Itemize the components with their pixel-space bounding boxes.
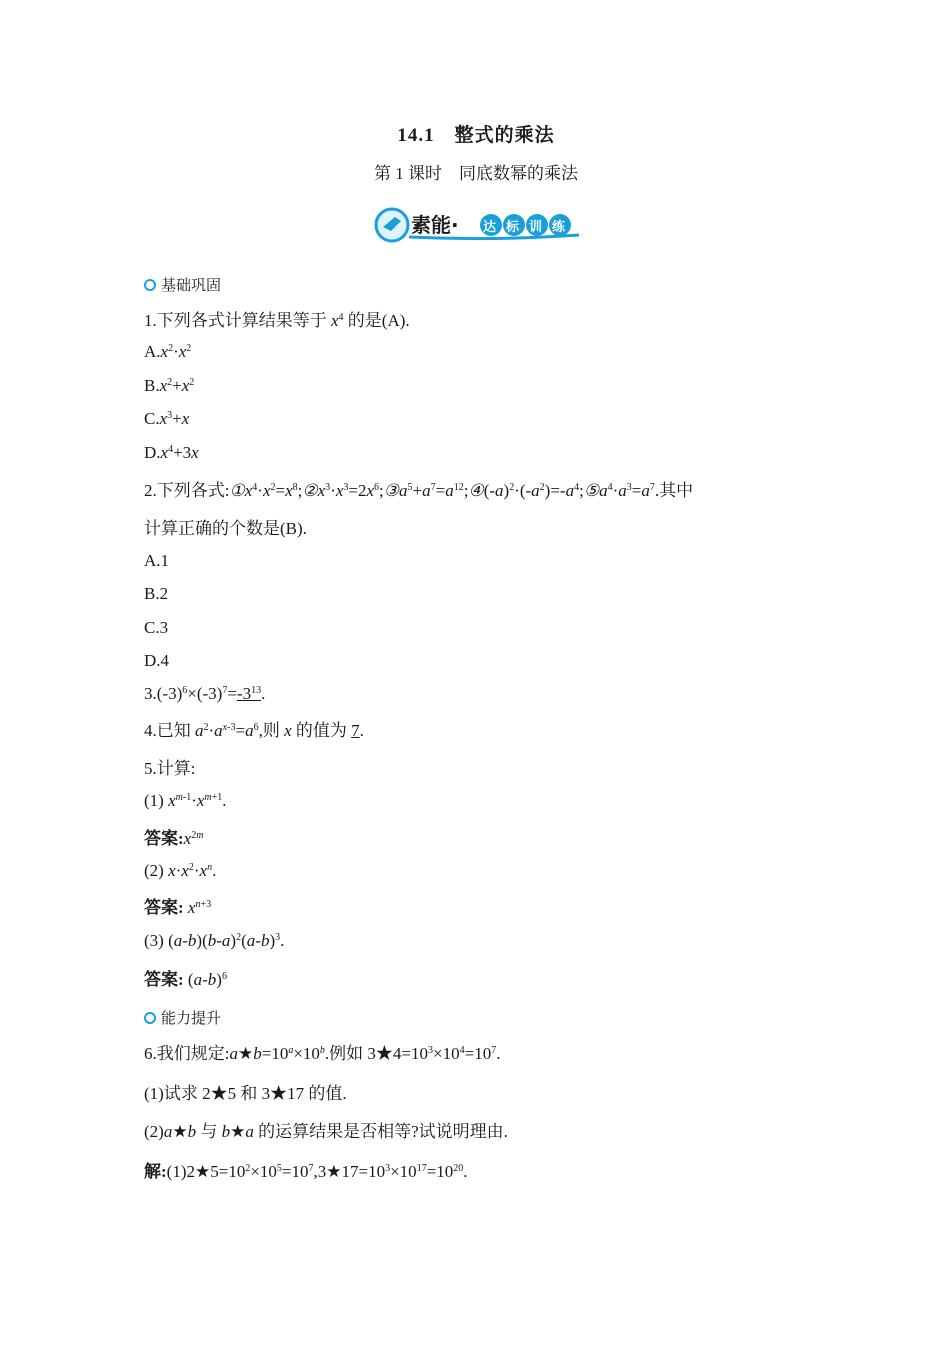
q5-answer1: 答案$:x^{2m}$ [144, 829, 204, 848]
q6-sub1: (1)试求 2★5 和 3★17 的值. [144, 1084, 347, 1103]
q6-stem-prefix: 6.我们规定: [144, 1044, 230, 1063]
q4-prefix: 4.已知 [144, 721, 195, 740]
q1-option-d: $D.x^4+3x$ [144, 443, 199, 462]
circle-bullet-icon [144, 279, 156, 291]
q1-option-a: $A.x^2\cdot x^2$ [144, 342, 192, 361]
q1-option-c-label: C. [144, 409, 160, 428]
q2-circled-5: ⑤ [583, 481, 600, 500]
q3-stem: $3.(-3)^6\times(-3)^7=-3^{13}$. [144, 684, 266, 703]
q6-sub2-mid: 与 [196, 1122, 222, 1141]
banner-char-2: 标 [506, 220, 520, 235]
banner-char-4: 练 [552, 220, 566, 235]
q3-answer-base: -3 [236, 684, 252, 703]
q5-part2-label: (2) [144, 861, 169, 880]
q4-suffix: 的值为 [291, 721, 352, 740]
q6-solution: 解$:(1)2★5=10^2\times 10^5=10^7,3★17=10^3\times 10^{17}=10^{20}$. [144, 1162, 468, 1181]
q2-option-d: D.4 [144, 651, 170, 670]
q1-option-b-label: B. [144, 376, 160, 395]
q5-answer3: 答案: $(a-b)^6$ [144, 970, 227, 989]
q3-prefix: 3.(-3) [144, 684, 183, 703]
section-banner [373, 203, 579, 245]
circle-bullet-icon [144, 1012, 156, 1024]
q1-stem-prefix: 1.下列各式计算结果等于 [144, 311, 331, 330]
page-title: 14.1 整式的乘法 [397, 125, 555, 146]
q2-tail: .其中 [654, 481, 694, 500]
q4-stem: 4.已知 $a^2\cdot a^{x-3}=a^6$,则 x 的值为 7. [144, 721, 364, 740]
q6-solution-label: 解: [144, 1162, 167, 1181]
q2-option-a: A.1 [144, 551, 170, 570]
section-basic-label: 基础巩固 [161, 276, 222, 294]
q5-part2: (2) $x\cdot x^2\cdot x^n$. [144, 861, 217, 880]
q1-option-a-label: A. [144, 342, 161, 361]
q2-prefix: 2.下列各式: [144, 481, 230, 500]
q2-circled-4: ④ [468, 481, 484, 500]
q2-option-b: B.2 [144, 584, 169, 603]
q1-option-c: $C.x^3+x$ [144, 409, 190, 428]
q1-option-d-label: D. [144, 443, 161, 462]
q2-line2: 计算正确的个数是(B). [144, 519, 307, 538]
q1-option-b: $B.x^2+x^2$ [144, 376, 195, 395]
q6-sub2: (2)a★b 与 b★a 的运算结果是否相等?试说明理由. [144, 1122, 508, 1141]
q2-circled-1: ① [229, 481, 245, 500]
q1-stem: 1.下列各式计算结果等于 $x^4$ 的是(A). [144, 311, 410, 330]
q1-stem-suffix: 的是(A). [343, 311, 410, 330]
q5-answer2: 答案: $x^{n+3}$ [144, 898, 212, 917]
section-advanced-label: 能力提升 [161, 1009, 222, 1027]
section-basic-heading [144, 274, 221, 295]
q5-answer3-label: 答案: [144, 970, 184, 989]
q6-sub2-suffix: 的运算结果是否相等?试说明理由. [253, 1122, 508, 1141]
q2-circled-3: ③ [383, 481, 400, 500]
q2-option-c: C.3 [144, 618, 169, 637]
q4-middle: ,则 [258, 721, 285, 740]
banner-graphic [373, 203, 579, 245]
section-advanced-heading [144, 1007, 221, 1028]
banner-char-1: 达 [483, 220, 497, 235]
q6-stem: 6.我们规定$:a★b=10^a\times 10^b$.例如 $3★4=10^3\times 10^4=10^7$. [144, 1044, 501, 1063]
q6-solution-text: (1)2★5=10 [166, 1162, 246, 1181]
q5-part1: (1) $x^{m-1}\cdot x^{m+1}$. [144, 791, 227, 810]
q5-part1-label: (1) [144, 791, 169, 810]
banner-main-text: 素能· [411, 213, 459, 237]
q4-variable: x [284, 721, 292, 740]
q3-answer-exp: 13 [251, 685, 262, 696]
q5-stem: 5.计算: [144, 759, 196, 778]
q5-answer1-label: 答案: [144, 829, 184, 848]
banner-char-3: 训 [529, 220, 543, 235]
lesson-subtitle: 第 1 课时 同底数幂的乘法 [374, 164, 578, 183]
q2-stem: 2.下列各式$:①x^4\cdot x^2=x^8;②x^3\cdot x^3=2x^6;③a^5+a^7=a^{12};④(-a)^2\cdot(-a^2)=-a^4;⑤a^4\cdot a^3=a^7$.其中 [144, 481, 694, 500]
q5-answer2-label: 答案: [144, 898, 184, 917]
q6-example: .例如 3★4=10 [324, 1044, 429, 1063]
q4-answer: 7 [351, 721, 360, 740]
q5-part3: (3) $(a-b)(b-a)^2(a-b)^3$. [144, 931, 285, 950]
q3-answer [237, 684, 261, 703]
q2-circled-2: ② [302, 481, 318, 500]
q5-part3-label: (3) [144, 931, 169, 950]
